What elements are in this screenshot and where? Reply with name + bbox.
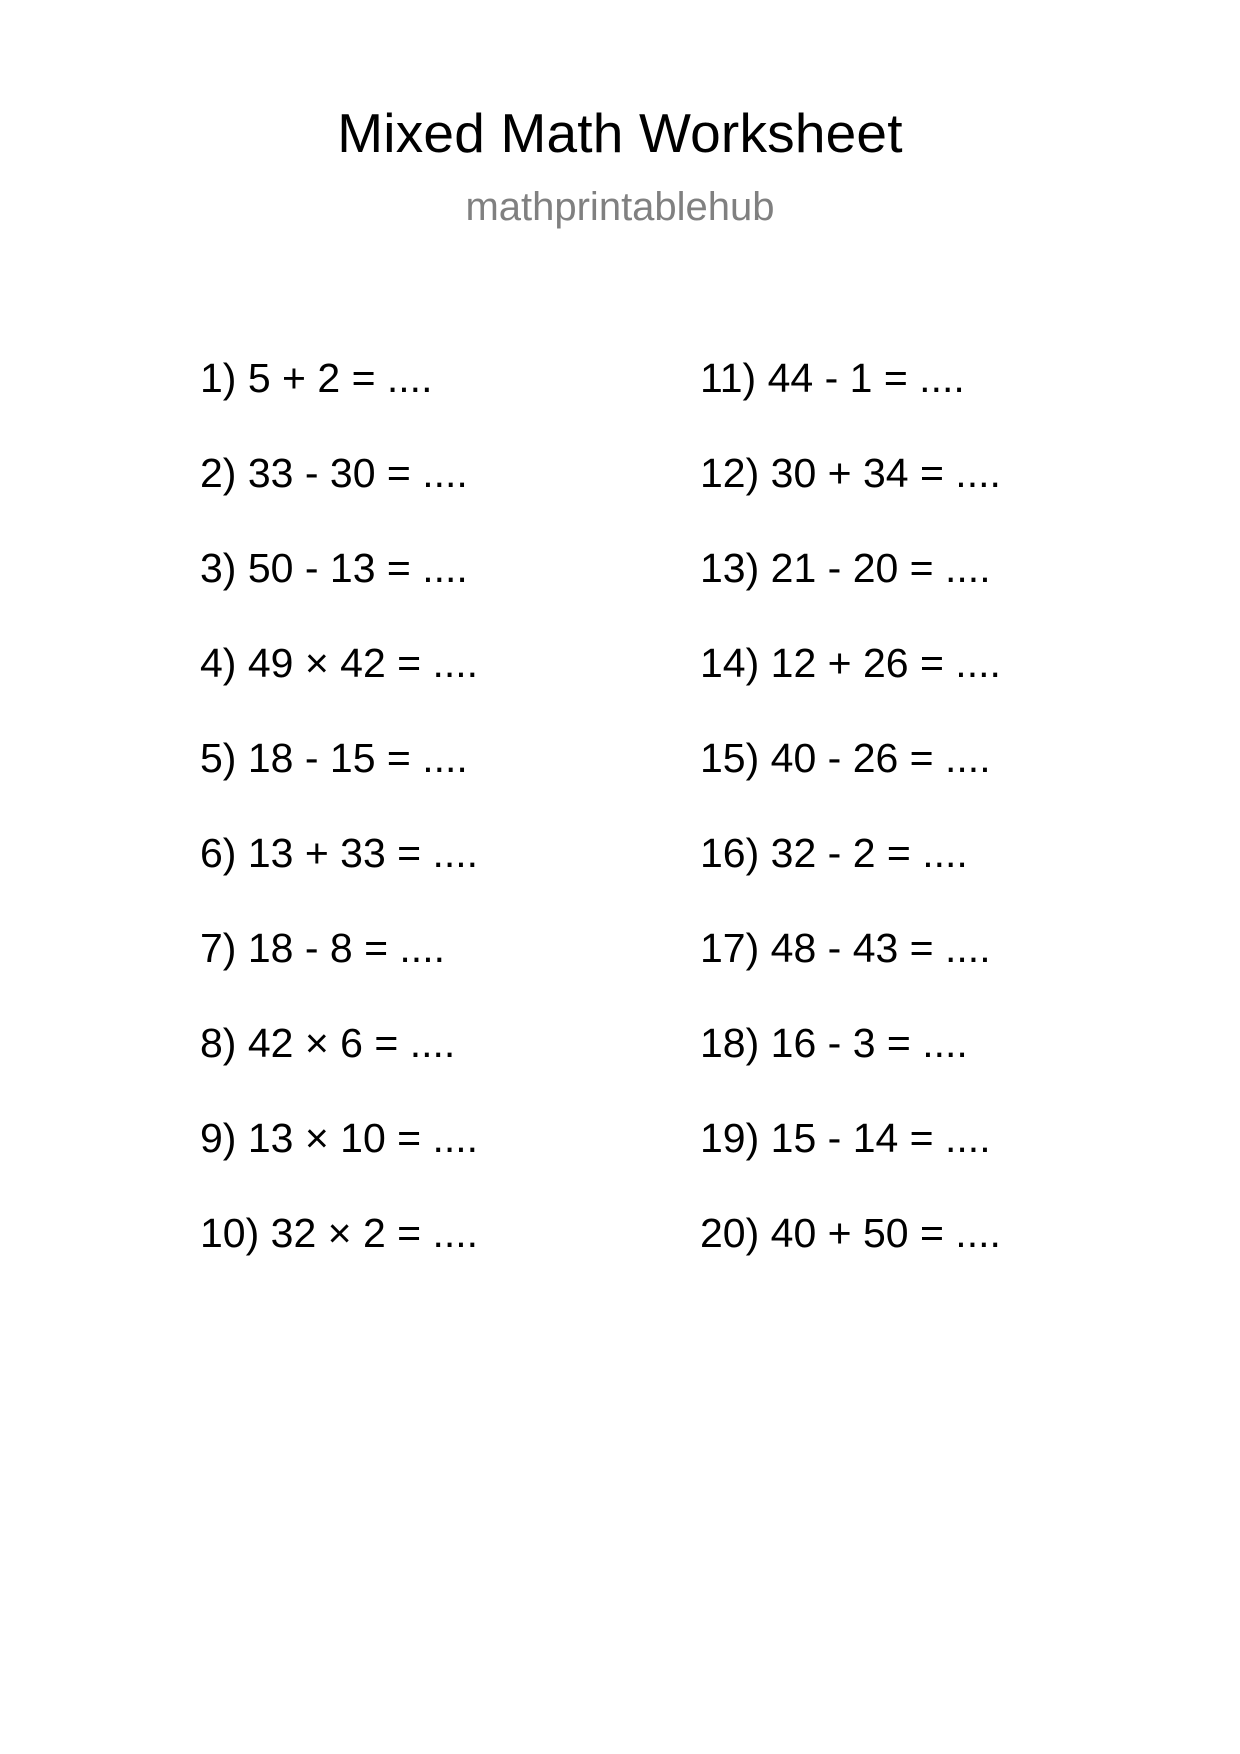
problem-1: 1) 5 + 2 = .... (200, 355, 433, 401)
problem-20: 20) 40 + 50 = .... (700, 1210, 1001, 1256)
problem-5: 5) 18 - 15 = .... (200, 735, 468, 781)
problem-8: 8) 42 × 6 = .... (200, 1020, 456, 1066)
problem-17: 17) 48 - 43 = .... (700, 925, 991, 971)
problem-19: 19) 15 - 14 = .... (700, 1115, 991, 1161)
problem-7: 7) 18 - 8 = .... (200, 925, 445, 971)
problem-9: 9) 13 × 10 = .... (200, 1115, 479, 1161)
problem-16: 16) 32 - 2 = .... (700, 830, 968, 876)
problem-18: 18) 16 - 3 = .... (700, 1020, 968, 1066)
problem-15: 15) 40 - 26 = .... (700, 735, 991, 781)
problem-column-left (200, 350, 478, 1300)
problem-4: 4) 49 × 42 = .... (200, 640, 479, 686)
page-title: Mixed Math Worksheet (337, 102, 903, 164)
problem-3: 3) 50 - 13 = .... (200, 545, 468, 591)
problem-10: 10) 32 × 2 = .... (200, 1210, 479, 1256)
problem-column-right (700, 350, 1001, 1300)
problem-14: 14) 12 + 26 = .... (700, 640, 1001, 686)
problem-13: 13) 21 - 20 = .... (700, 545, 991, 591)
problem-12: 12) 30 + 34 = .... (700, 450, 1001, 496)
problem-11: 11) 44 - 1 = .... (700, 355, 965, 401)
page-subtitle: mathprintablehub (465, 185, 775, 229)
problem-6: 6) 13 + 33 = .... (200, 830, 479, 876)
problem-2: 2) 33 - 30 = .... (200, 450, 468, 496)
